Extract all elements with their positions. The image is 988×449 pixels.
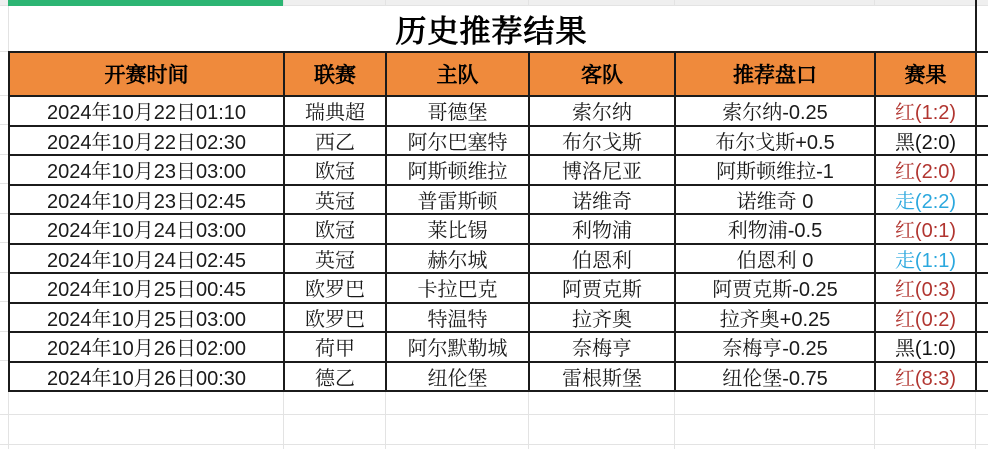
cell-time[interactable]: 2024年10月26日02:00 — [10, 333, 283, 361]
cell-time[interactable]: 2024年10月23日02:45 — [10, 186, 283, 214]
cell-handicap[interactable]: 阿斯顿维拉-1 — [676, 156, 874, 184]
empty-cell[interactable] — [977, 97, 988, 125]
cell-result[interactable]: 黑(2:0) — [876, 127, 975, 155]
header-cell-league[interactable]: 联赛 — [285, 53, 385, 95]
cell-league[interactable]: 英冠 — [285, 245, 385, 273]
cell-result[interactable]: 红(0:1) — [876, 215, 975, 243]
cell-time[interactable]: 2024年10月22日02:30 — [10, 127, 283, 155]
cell-result[interactable]: 红(8:3) — [876, 363, 975, 391]
cell-time[interactable]: 2024年10月25日00:45 — [10, 274, 283, 302]
header-cell-home[interactable]: 主队 — [387, 53, 528, 95]
empty-cell[interactable] — [977, 156, 988, 184]
cell-home[interactable]: 卡拉巴克 — [387, 274, 528, 302]
cell-result[interactable]: 红(0:3) — [876, 274, 975, 302]
cell-away[interactable]: 布尔戈斯 — [530, 127, 674, 155]
cell-handicap[interactable]: 伯恩利 0 — [676, 245, 874, 273]
cell-league[interactable]: 欧冠 — [285, 215, 385, 243]
header-cell-result[interactable]: 赛果 — [876, 53, 975, 95]
cell-result[interactable]: 走(1:1) — [876, 245, 975, 273]
cell-time[interactable]: 2024年10月24日02:45 — [10, 245, 283, 273]
gridline — [0, 414, 988, 415]
cell-league[interactable]: 欧罗巴 — [285, 304, 385, 332]
cell-away[interactable]: 拉齐奥 — [530, 304, 674, 332]
cell-home[interactable]: 哥德堡 — [387, 97, 528, 125]
cell-handicap[interactable]: 利物浦-0.5 — [676, 215, 874, 243]
cell-league[interactable]: 瑞典超 — [285, 97, 385, 125]
cell-league[interactable]: 西乙 — [285, 127, 385, 155]
empty-cell[interactable] — [977, 127, 988, 155]
empty-cell[interactable] — [977, 274, 988, 302]
cell-result[interactable]: 黑(1:0) — [876, 333, 975, 361]
cell-handicap[interactable]: 布尔戈斯+0.5 — [676, 127, 874, 155]
cell-league[interactable]: 英冠 — [285, 186, 385, 214]
cell-away[interactable]: 奈梅亨 — [530, 333, 674, 361]
cell-away[interactable]: 博洛尼亚 — [530, 156, 674, 184]
cell-handicap[interactable]: 索尔纳-0.25 — [676, 97, 874, 125]
header-cell-away[interactable]: 客队 — [530, 53, 674, 95]
cell-handicap[interactable]: 纽伦堡-0.75 — [676, 363, 874, 391]
gridline — [0, 444, 988, 445]
empty-cell[interactable] — [977, 363, 988, 391]
cell-league[interactable]: 荷甲 — [285, 333, 385, 361]
title-right-border — [975, 0, 977, 53]
cell-home[interactable]: 普雷斯顿 — [387, 186, 528, 214]
cell-home[interactable]: 莱比锡 — [387, 215, 528, 243]
selection-indicator-bar — [8, 0, 283, 6]
cell-time[interactable]: 2024年10月26日00:30 — [10, 363, 283, 391]
empty-cell[interactable] — [977, 186, 988, 214]
cell-time[interactable]: 2024年10月24日03:00 — [10, 215, 283, 243]
cell-away[interactable]: 阿贾克斯 — [530, 274, 674, 302]
page-title: 历史推荐结果 — [10, 6, 973, 51]
cell-time[interactable]: 2024年10月25日03:00 — [10, 304, 283, 332]
empty-cell[interactable] — [977, 53, 988, 95]
cell-handicap[interactable]: 奈梅亨-0.25 — [676, 333, 874, 361]
empty-cell[interactable] — [977, 333, 988, 361]
cell-result[interactable]: 走(2:2) — [876, 186, 975, 214]
cell-result[interactable]: 红(0:2) — [876, 304, 975, 332]
cell-handicap[interactable]: 拉齐奥+0.25 — [676, 304, 874, 332]
cell-result[interactable]: 红(1:2) — [876, 97, 975, 125]
cell-time[interactable]: 2024年10月22日01:10 — [10, 97, 283, 125]
cell-league[interactable]: 欧罗巴 — [285, 274, 385, 302]
cell-away[interactable]: 诺维奇 — [530, 186, 674, 214]
header-cell-handicap[interactable]: 推荐盘口 — [676, 53, 874, 95]
cell-away[interactable]: 索尔纳 — [530, 97, 674, 125]
cell-home[interactable]: 阿斯顿维拉 — [387, 156, 528, 184]
cell-home[interactable]: 阿尔巴塞特 — [387, 127, 528, 155]
cell-time[interactable]: 2024年10月23日03:00 — [10, 156, 283, 184]
results-table — [8, 51, 988, 392]
cell-league[interactable]: 德乙 — [285, 363, 385, 391]
cell-home[interactable]: 赫尔城 — [387, 245, 528, 273]
cell-away[interactable]: 伯恩利 — [530, 245, 674, 273]
cell-handicap[interactable]: 阿贾克斯-0.25 — [676, 274, 874, 302]
cell-home[interactable]: 特温特 — [387, 304, 528, 332]
empty-cell[interactable] — [977, 304, 988, 332]
empty-cell[interactable] — [977, 245, 988, 273]
cell-home[interactable]: 阿尔默勒城 — [387, 333, 528, 361]
cell-away[interactable]: 利物浦 — [530, 215, 674, 243]
cell-league[interactable]: 欧冠 — [285, 156, 385, 184]
cell-result[interactable]: 红(2:0) — [876, 156, 975, 184]
cell-away[interactable]: 雷根斯堡 — [530, 363, 674, 391]
cell-handicap[interactable]: 诺维奇 0 — [676, 186, 874, 214]
header-cell-time[interactable]: 开赛时间 — [10, 53, 283, 95]
empty-cell[interactable] — [977, 215, 988, 243]
cell-home[interactable]: 纽伦堡 — [387, 363, 528, 391]
